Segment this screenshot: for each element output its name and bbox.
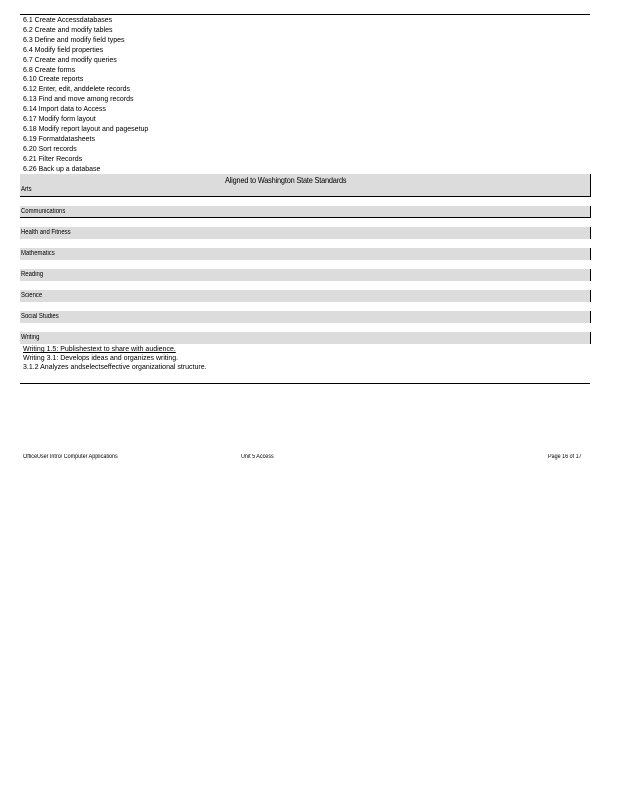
standards-title: Aligned to Washington State Standards	[225, 176, 347, 185]
skill-item: 6.1 Create Accessdatabases	[23, 17, 113, 24]
footer-page-number: Page 16 of 17	[548, 454, 582, 460]
skill-item: 6.13 Find and move among records	[23, 96, 134, 104]
subject-arts: Arts	[21, 186, 32, 193]
skill-item: 6.12 Enter, edit, anddelete records	[23, 86, 131, 94]
writing-standard-link[interactable]: Writing 1.5: Publishestext to share with audience.	[23, 346, 176, 353]
skill-item: 6.10 Create reports	[23, 76, 84, 84]
bottom-rule	[20, 383, 590, 384]
standards-header	[20, 174, 591, 197]
subject-mathematics: Mathematics	[20, 248, 591, 260]
skill-item: 6.2 Create and modify tables	[23, 26, 113, 34]
subject-communications: Communications	[20, 206, 591, 218]
skill-item: 6.19 Formatdatasheets	[23, 135, 95, 143]
standards-table	[20, 174, 591, 344]
subject-science: Science	[20, 290, 591, 302]
skill-item: 6.4 Modify field properties	[23, 46, 104, 54]
skill-item: 6.26 Back up a database	[23, 165, 101, 173]
footer-course: OfficeUser Intro/ Computer Applications	[23, 454, 118, 460]
writing-standard-line: Writing 3.1: Develops ideas and organizes writing.	[23, 355, 179, 363]
top-rule	[20, 14, 590, 15]
footer-unit: Unit 5 Access	[241, 454, 274, 460]
subject-health-fitness: Health and Fitness	[20, 227, 591, 239]
writing-standards	[23, 345, 583, 373]
skill-item: 6.21 Filter Records	[23, 155, 83, 163]
subject-social-studies: Social Studies	[20, 311, 591, 323]
skill-item: 6.20 Sort records	[23, 145, 77, 153]
skills-list	[23, 16, 583, 175]
skill-item: 6.7 Create and modify queries	[23, 56, 117, 64]
skill-item: 6.17 Modify form layout	[23, 116, 96, 124]
subject-writing: Writing	[20, 332, 591, 344]
skill-item: 6.18 Modify report layout and pagesetup	[23, 125, 149, 133]
subject-reading: Reading	[20, 269, 591, 281]
writing-standard-line: 3.1.2 Analyzes andselectseffective organizational structure.	[23, 364, 207, 372]
skill-item: 6.14 Import data to Access	[23, 106, 106, 114]
skill-item: 6.8 Create forms	[23, 66, 76, 74]
skill-item: 6.3 Define and modify field types	[23, 36, 125, 44]
